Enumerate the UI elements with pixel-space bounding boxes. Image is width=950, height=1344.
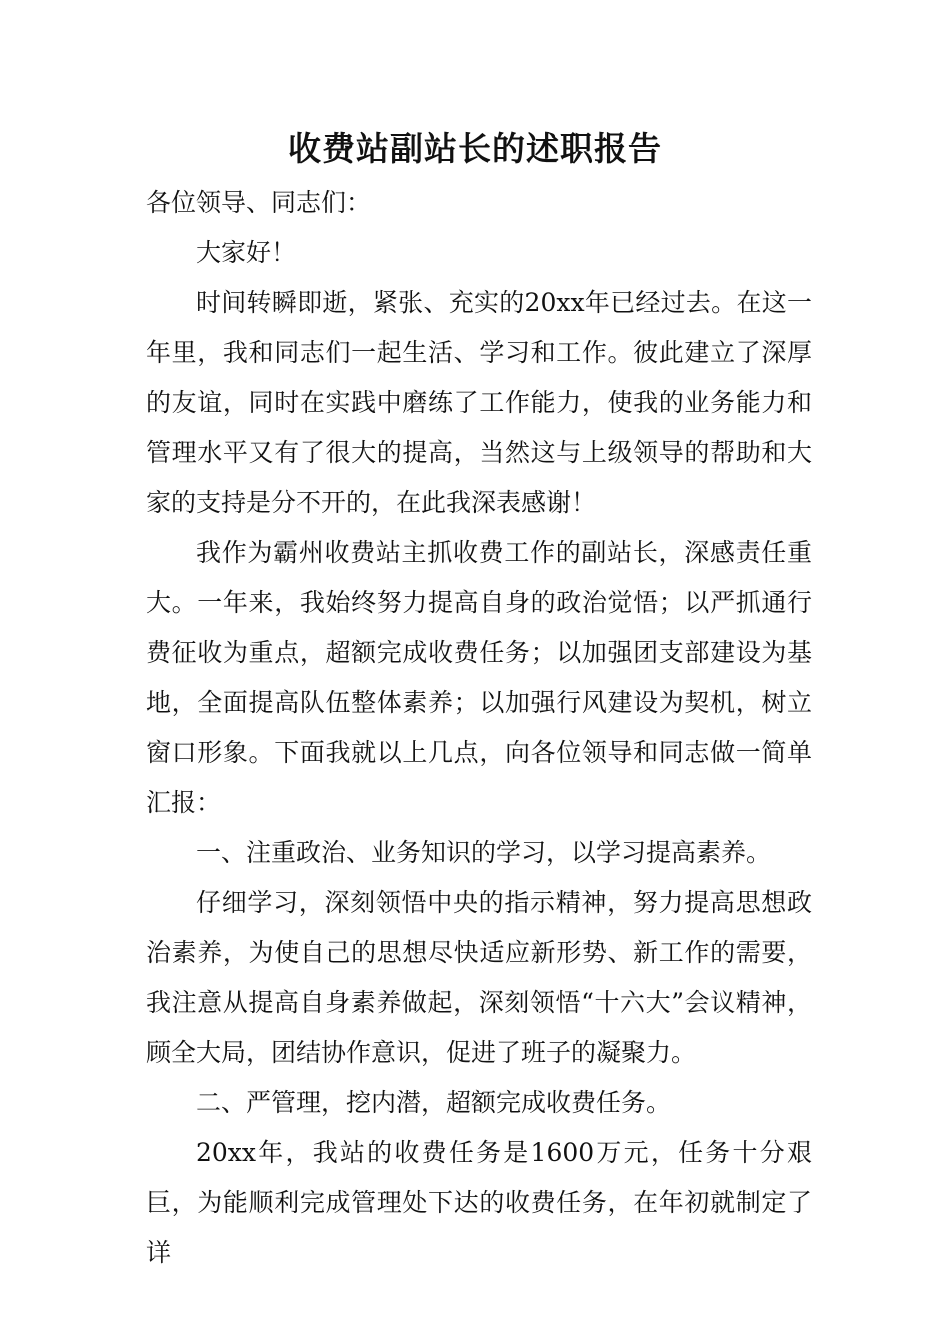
document-body (146, 178, 812, 1278)
document-title: 收费站副站长的述职报告 (288, 129, 662, 168)
salutation: 各位领导、同志们： (146, 188, 372, 217)
paragraph-intro: 时间转瞬即逝，紧张、充实的20xx年已经过去。在这一年里，我和同志们一起生活、学习和工作。彼此建立了深厚的友谊，同时在实践中磨练了工作能力，使我的业务能力和管理水平又有了很大的提高，当然这与上级领导的帮助和大家的支持是分不开的，在此我深表感谢！ (146, 288, 812, 517)
paragraph-task: 20xx年，我站的收费任务是1600万元，任务十分艰巨，为能顺利完成管理处下达的收费任务，在年初就制定了详 (146, 1138, 812, 1267)
paragraph-study: 仔细学习，深刻领悟中央的指示精神，努力提高思想政治素养，为使自己的思想尽快适应新形势、新工作的需要，我注意从提高自身素养做起，深刻领悟“十六大”会议精神，顾全大局，团结协作意识，促进了班子的凝聚力。 (146, 888, 812, 1067)
paragraph-greeting: 大家好！ (196, 238, 297, 267)
section-heading-2: 二、严管理，挖内潜，超额完成收费任务。 (196, 1088, 672, 1117)
section-heading-1: 一、注重政治、业务知识的学习，以学习提高素养。 (196, 838, 772, 867)
paragraph-role: 我作为霸州收费站主抓收费工作的副站长，深感责任重大。一年来，我始终努力提高自身的政治觉悟；以严抓通行费征收为重点，超额完成收费任务；以加强团支部建设为基地，全面提高队伍整体素养；以加强行风建设为契机，树立窗口形象。下面我就以上几点，向各位领导和同志做一简单汇报： (146, 538, 812, 817)
